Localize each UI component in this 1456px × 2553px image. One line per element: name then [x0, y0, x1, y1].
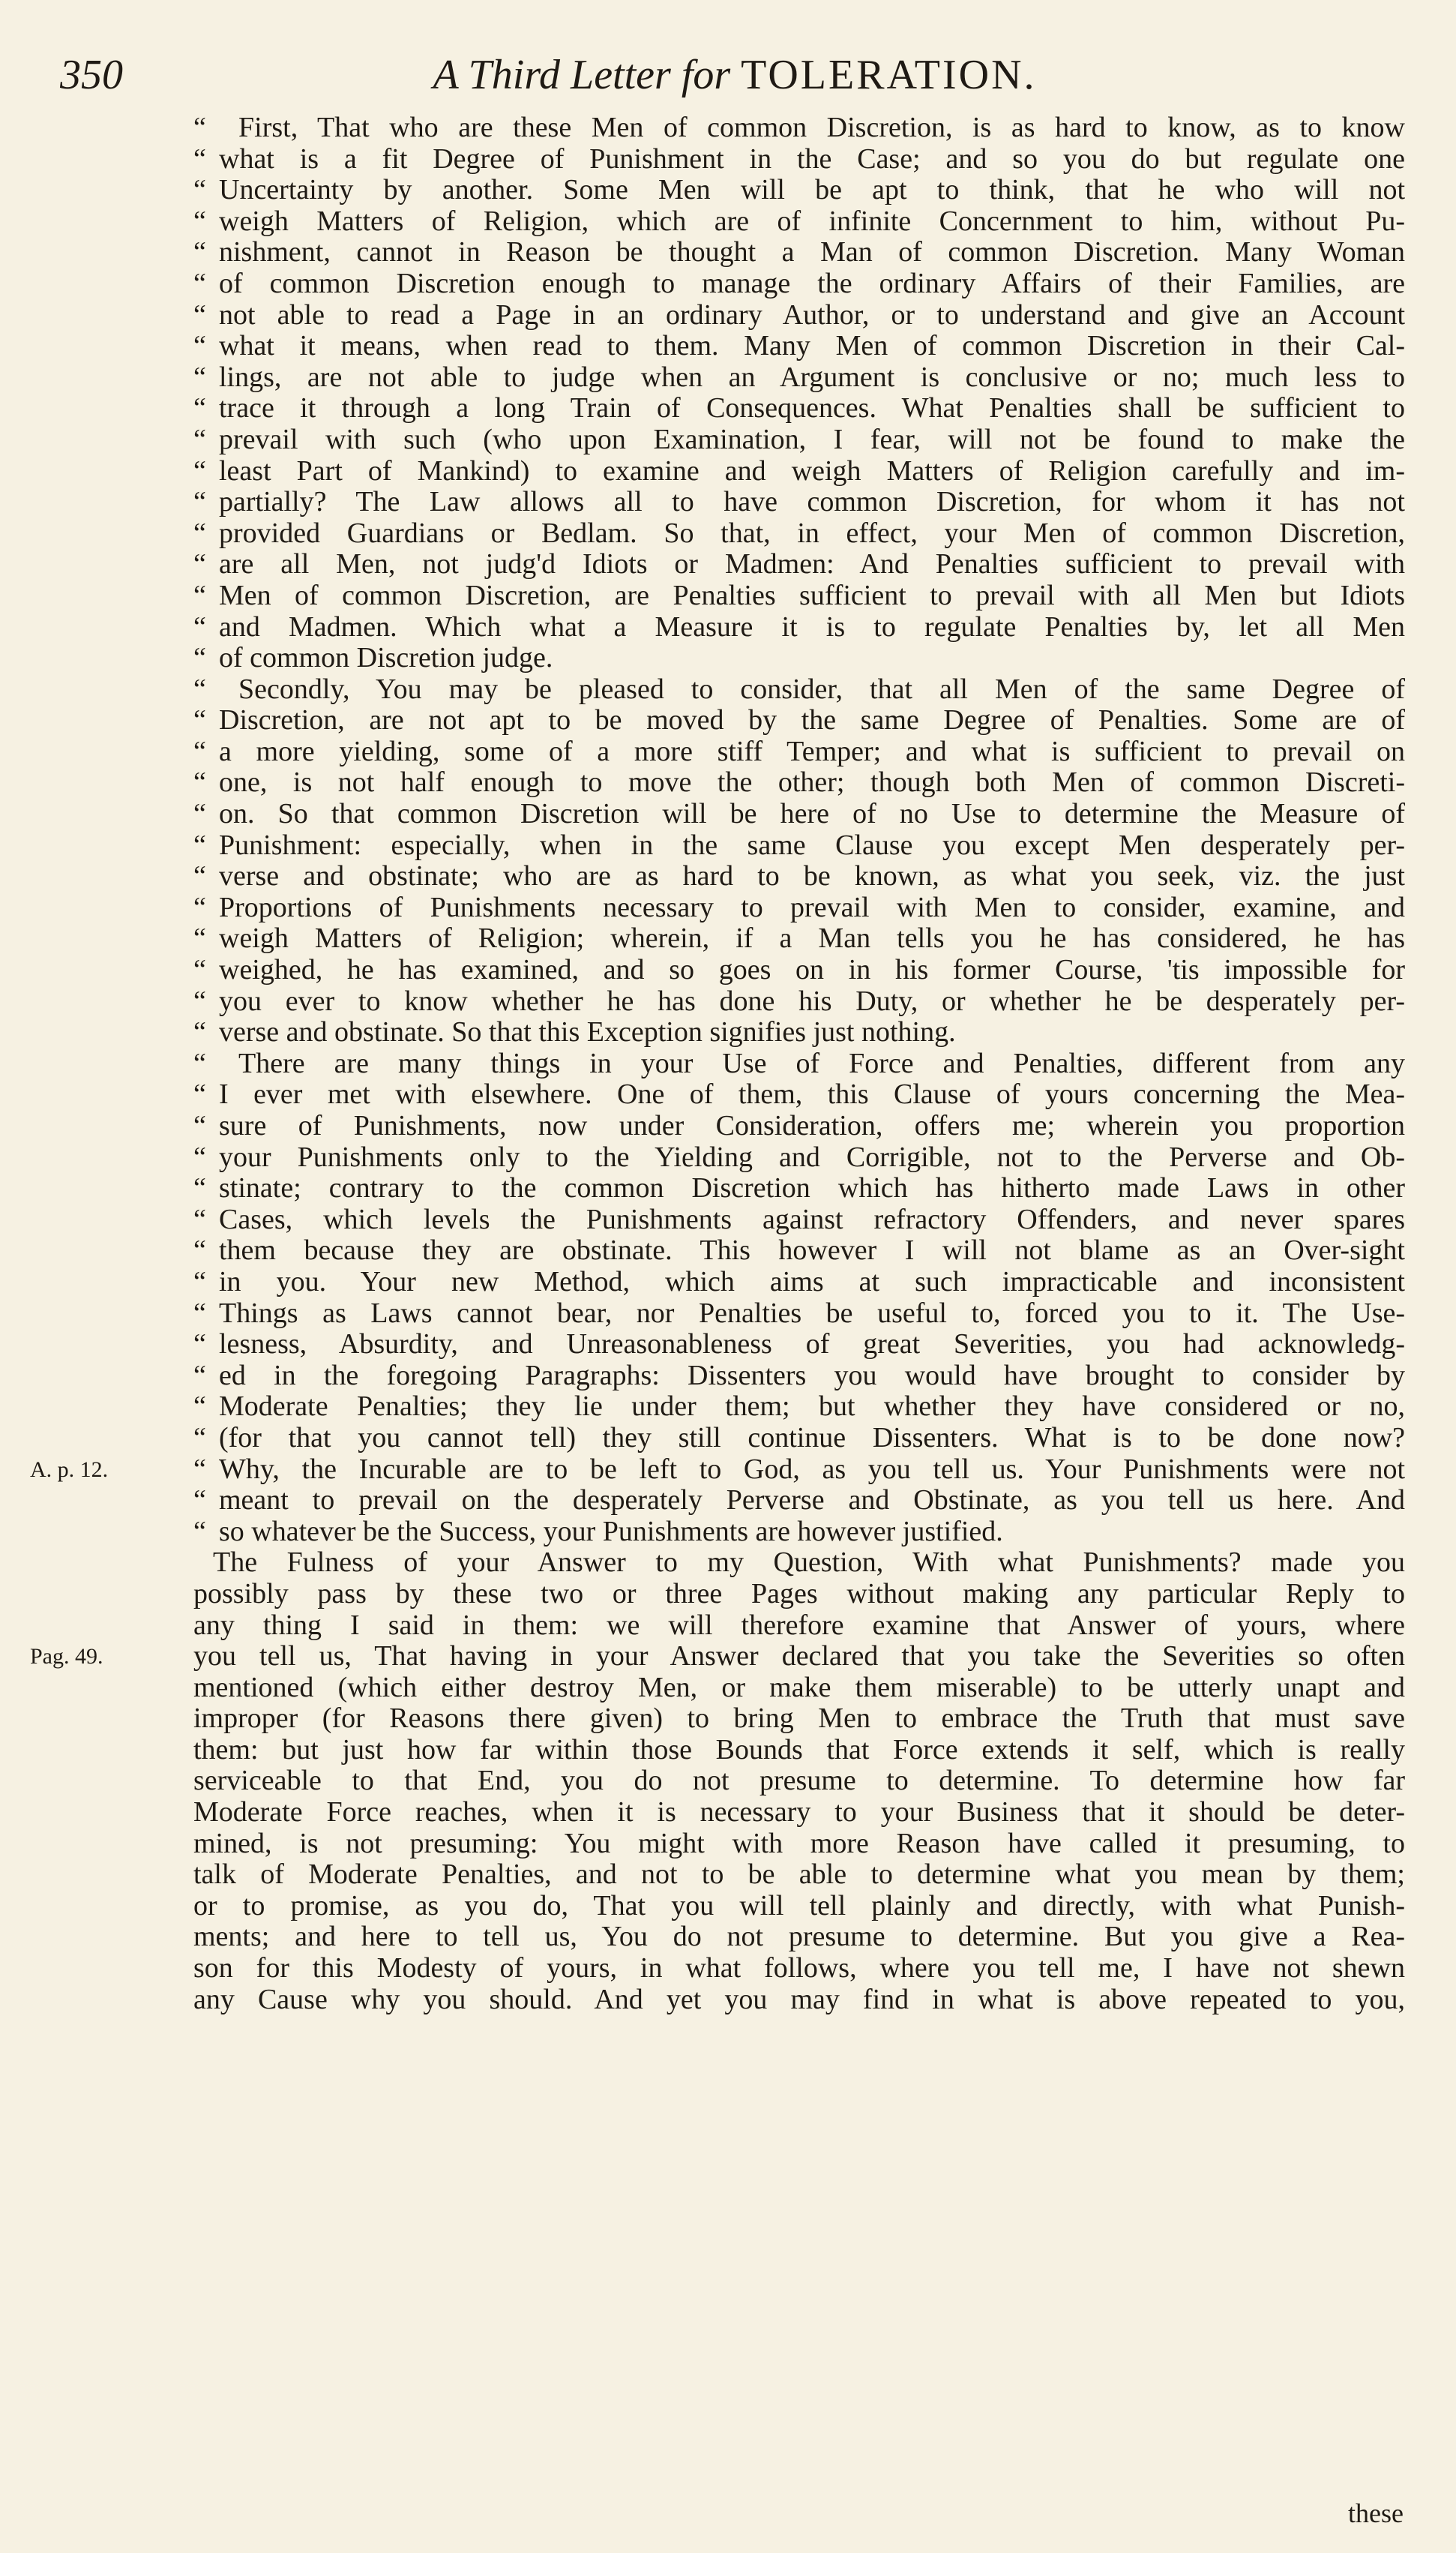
text-line	[0, 1766, 1456, 1797]
text-line	[0, 861, 1456, 892]
quote-mark: “	[193, 1390, 206, 1423]
quote-mark: “	[193, 1359, 206, 1391]
quote-mark: “	[193, 454, 206, 487]
line-text: Moderate Force reaches, when it is necessary to your Business that it should be deter-	[193, 1796, 1405, 1828]
text-line	[0, 1454, 1456, 1486]
text-line	[0, 1641, 1456, 1672]
line-text: Cases, which levels the Punishments against refractory Offenders, and never spares	[219, 1203, 1405, 1235]
text-line	[0, 1547, 1456, 1579]
text-line	[0, 1984, 1456, 2016]
quote-mark: “	[193, 922, 206, 955]
line-text: There are many things in your Use of Force and Penalties, different from any	[238, 1047, 1405, 1079]
quote-mark: “	[193, 1328, 206, 1360]
line-text: Why, the Incurable are to be left to God, as you tell us. Your Punishments were not	[219, 1453, 1405, 1485]
text-line	[0, 643, 1456, 674]
text-line	[0, 1485, 1456, 1516]
text-line	[0, 487, 1456, 518]
quote-mark: “	[193, 1484, 206, 1516]
quote-mark: “	[193, 860, 206, 892]
quote-mark: “	[193, 1016, 206, 1048]
text-line	[0, 1267, 1456, 1298]
line-text: lesness, Absurdity, and Unreasonableness of great Severities, you had acknowledg-	[219, 1328, 1405, 1360]
text-line	[0, 1017, 1456, 1048]
text-line	[0, 331, 1456, 362]
text-line	[0, 1735, 1456, 1766]
quote-mark: “	[193, 267, 206, 299]
quote-mark: “	[193, 642, 206, 674]
quote-mark: “	[193, 236, 206, 268]
text-line	[0, 206, 1456, 238]
text-line	[0, 1953, 1456, 1984]
text-line	[0, 237, 1456, 268]
line-text: Proportions of Punishments necessary to prevail with Men to consider, examine, and	[219, 891, 1405, 923]
line-text: verse and obstinate; who are as hard to be known, as what you seek, viz. the just	[219, 860, 1405, 892]
line-text: a more yielding, some of a more stiff Temper; and what is sufficient to prevail on	[219, 735, 1405, 767]
line-text: and Madmen. Which what a Measure it is to regulate Penalties by, let all Men	[219, 610, 1405, 643]
text-line	[0, 300, 1456, 332]
quote-mark: “	[193, 1234, 206, 1267]
quote-mark: “	[193, 985, 206, 1017]
line-text: serviceable to that End, you do not presume to determine. To determine how far	[193, 1765, 1405, 1797]
line-text: Things as Laws cannot bear, nor Penalties be useful to, forced you to it. The Use-	[219, 1297, 1405, 1329]
running-title	[52, 51, 1417, 99]
line-text: or to promise, as you do, That you will tell plainly and directly, with what Punish-	[193, 1889, 1405, 1922]
line-text: lings, are not able to judge when an Argument is conclusive or no; much less to	[219, 361, 1405, 393]
text-line	[0, 767, 1456, 799]
text-line	[0, 705, 1456, 736]
margin-note: Pag. 49.	[30, 1644, 103, 1670]
line-text: Moderate Penalties; they lie under them; but whether they have considered or no,	[219, 1390, 1405, 1423]
text-line	[0, 1298, 1456, 1330]
quote-mark: “	[193, 735, 206, 767]
line-text: Uncertainty by another. Some Men will be apt to think, that he who will not	[219, 174, 1405, 206]
line-text: improper (for Reasons there given) to bring Men to embrace the Truth that must save	[193, 1702, 1405, 1735]
quote-mark: “	[193, 579, 206, 611]
line-text: any Cause why you should. And yet you may find in what is above repeated to you,	[193, 1983, 1405, 2015]
text-line	[0, 1142, 1456, 1174]
line-text: ed in the foregoing Paragraphs: Dissenters you would have brought to consider by	[219, 1359, 1405, 1391]
text-line	[0, 1173, 1456, 1204]
margin-note: A. p. 12.	[30, 1456, 109, 1482]
line-text: mined, is not presuming: You might with more Reason have called it presuming, to	[193, 1827, 1405, 1859]
text-line	[0, 1391, 1456, 1423]
line-text: what is a fit Degree of Punishment in the Case; and so you do but regulate one	[219, 142, 1405, 175]
running-title-italic: A Third Letter for	[433, 52, 731, 98]
text-line	[0, 1672, 1456, 1704]
text-line	[0, 1922, 1456, 1953]
text-line	[0, 986, 1456, 1018]
line-text: partially? The Law allows all to have common Discretion, for whom it has not	[219, 486, 1405, 518]
quote-mark: “	[193, 829, 206, 861]
quote-mark: “	[193, 1141, 206, 1173]
line-text: of common Discretion enough to manage the ordinary Affairs of their Families, are	[219, 267, 1405, 299]
line-text: son for this Modesty of yours, in what follows, where you tell me, I have not shewn	[193, 1952, 1405, 1984]
quote-mark: “	[193, 1203, 206, 1235]
catchword: these	[1348, 2498, 1404, 2528]
line-text: in you. Your new Method, which aims at such impracticable and inconsistent	[219, 1265, 1405, 1298]
line-text: nishment, cannot in Reason be thought a Man of common Discretion. Many Woman	[219, 236, 1405, 268]
line-text: weigh Matters of Religion, which are of infinite Concernment to him, without Pu-	[219, 205, 1405, 237]
quote-mark: “	[193, 361, 206, 393]
text-line	[0, 1079, 1456, 1111]
line-text: provided Guardians or Bedlam. So that, in effect, your Men of common Discretion,	[219, 517, 1405, 549]
text-line	[0, 144, 1456, 176]
quote-mark: “	[193, 205, 206, 237]
page-number: 350	[60, 52, 123, 98]
running-title-caps: TOLERATION.	[741, 52, 1037, 98]
quote-mark: “	[193, 142, 206, 175]
line-text: weighed, he has examined, and so goes on in his former Course, 'tis impossible for	[219, 954, 1405, 986]
line-text: Secondly, You may be pleased to consider, that all Men of the same Degree of	[238, 673, 1405, 705]
quote-mark: “	[193, 1515, 206, 1547]
text-line	[0, 268, 1456, 300]
line-text: your Punishments only to the Yielding and Corrigible, not to the Perverse and Ob-	[219, 1141, 1405, 1173]
line-text: (for that you cannot tell) they still continue Dissenters. What is to be done now?	[219, 1421, 1405, 1454]
text-line	[0, 1516, 1456, 1548]
quote-mark: “	[193, 1172, 206, 1204]
line-text: are all Men, not judg'd Idiots or Madmen: And Penalties sufficient to prevail with	[219, 548, 1405, 580]
quote-mark: “	[193, 392, 206, 424]
line-text: sure of Punishments, now under Consideration, offers me; wherein you proportion	[219, 1110, 1405, 1142]
line-text: what it means, when read to them. Many Men of common Discretion in their Cal-	[219, 330, 1405, 362]
text-line	[0, 1360, 1456, 1392]
line-text: them: but just how far within those Bounds that Force extends it self, which is really	[193, 1733, 1405, 1766]
text-line	[0, 1797, 1456, 1828]
quote-mark: “	[193, 1078, 206, 1111]
line-text: least Part of Mankind) to examine and weigh Matters of Religion carefully and im-	[219, 454, 1405, 487]
quote-mark: “	[193, 610, 206, 643]
quote-mark: “	[193, 1297, 206, 1329]
quote-mark: “	[193, 891, 206, 923]
text-line	[0, 1891, 1456, 1922]
quote-mark: “	[193, 174, 206, 206]
quote-mark: “	[193, 330, 206, 362]
text-line	[0, 1610, 1456, 1642]
text-line	[0, 1423, 1456, 1454]
text-line	[0, 1828, 1456, 1860]
quote-mark: “	[193, 517, 206, 549]
text-line	[0, 518, 1456, 550]
line-text: mentioned (which either destroy Men, or make them miserable) to be utterly unapt and	[193, 1671, 1405, 1703]
line-text: one, is not half enough to move the other; though both Men of common Discreti-	[219, 766, 1405, 799]
text-line	[0, 1048, 1456, 1080]
page-header	[52, 51, 1417, 111]
text-line	[0, 1579, 1456, 1610]
line-text: Men of common Discretion, are Penalties sufficient to prevail with all Men but Idiots	[219, 579, 1405, 611]
quote-mark: “	[193, 766, 206, 799]
line-text: not able to read a Page in an ordinary Author, or to understand and give an Account	[219, 298, 1405, 331]
line-text: First, That who are these Men of common Discretion, is as hard to know, as to know	[238, 112, 1405, 143]
text-line	[0, 612, 1456, 644]
line-text: possibly pass by these two or three Pages without making any particular Reply to	[193, 1577, 1405, 1610]
line-text: The Fulness of your Answer to my Question, With what Punishments? made you	[213, 1546, 1405, 1579]
quote-mark: “	[193, 1265, 206, 1298]
text-line	[0, 1204, 1456, 1236]
line-text: trace it through a long Train of Consequences. What Penalties shall be sufficient to	[219, 392, 1405, 424]
quote-mark: “	[193, 798, 206, 830]
quote-mark: “	[193, 1453, 206, 1485]
text-line	[0, 830, 1456, 862]
line-text: verse and obstinate. So that this Exception signifies just nothing.	[219, 1016, 956, 1048]
line-text: so whatever be the Success, your Punishments are however justified.	[219, 1515, 1003, 1547]
text-line	[0, 799, 1456, 830]
text-line	[0, 1329, 1456, 1360]
line-text: stinate; contrary to the common Discretion which has hitherto made Laws in other	[219, 1172, 1405, 1204]
line-text: you tell us, That having in your Answer declared that you take the Severities so often	[193, 1640, 1405, 1672]
quote-mark: “	[193, 704, 206, 736]
text-line	[0, 175, 1456, 206]
text-line	[0, 674, 1456, 706]
quote-mark: “	[193, 298, 206, 331]
line-text: of common Discretion judge.	[219, 642, 553, 674]
text-line	[0, 1235, 1456, 1267]
quote-mark: “	[193, 1421, 206, 1454]
quote-mark: “	[193, 112, 206, 143]
line-text: Punishment: especially, when in the same Clause you except Men desperately per-	[219, 829, 1405, 861]
text-line	[0, 736, 1456, 768]
text-line	[0, 580, 1456, 612]
line-text: any thing I said in them: we will therefore examine that Answer of yours, where	[193, 1609, 1405, 1641]
line-text: I ever met with elsewhere. One of them, this Clause of yours concerning the Mea-	[219, 1078, 1405, 1111]
quote-mark: “	[193, 486, 206, 518]
text-line	[0, 892, 1456, 924]
text-line	[0, 955, 1456, 986]
line-text: Discretion, are not apt to be moved by the same Degree of Penalties. Some are of	[219, 704, 1405, 736]
line-text: them because they are obstinate. This however I will not blame as an Over-sight	[219, 1234, 1405, 1267]
line-text: prevail with such (who upon Examination, I fear, will not be found to make the	[219, 423, 1405, 455]
text-line	[0, 923, 1456, 955]
body-text	[0, 112, 1456, 2015]
line-text: meant to prevail on the desperately Perverse and Obstinate, as you tell us here. And	[219, 1484, 1405, 1516]
text-line	[0, 393, 1456, 424]
text-line	[0, 1859, 1456, 1891]
text-line	[0, 456, 1456, 488]
quote-mark: “	[193, 954, 206, 986]
text-line	[0, 424, 1456, 456]
text-line	[0, 1703, 1456, 1735]
text-line	[0, 549, 1456, 580]
line-text: on. So that common Discretion will be here of no Use to determine the Measure of	[219, 798, 1405, 830]
text-line	[0, 112, 1456, 144]
quote-mark: “	[193, 423, 206, 455]
text-line	[0, 1111, 1456, 1142]
quote-mark: “	[193, 673, 206, 705]
quote-mark: “	[193, 1110, 206, 1142]
line-text: weigh Matters of Religion; wherein, if a Man tells you he has considered, he has	[219, 922, 1405, 955]
quote-mark: “	[193, 548, 206, 580]
line-text: you ever to know whether he has done his Duty, or whether he be desperately per-	[219, 985, 1405, 1017]
text-line	[0, 362, 1456, 394]
quote-mark: “	[193, 1047, 206, 1079]
line-text: talk of Moderate Penalties, and not to be able to determine what you mean by them;	[193, 1858, 1405, 1891]
line-text: ments; and here to tell us, You do not presume to determine. But you give a Rea-	[193, 1921, 1405, 1953]
